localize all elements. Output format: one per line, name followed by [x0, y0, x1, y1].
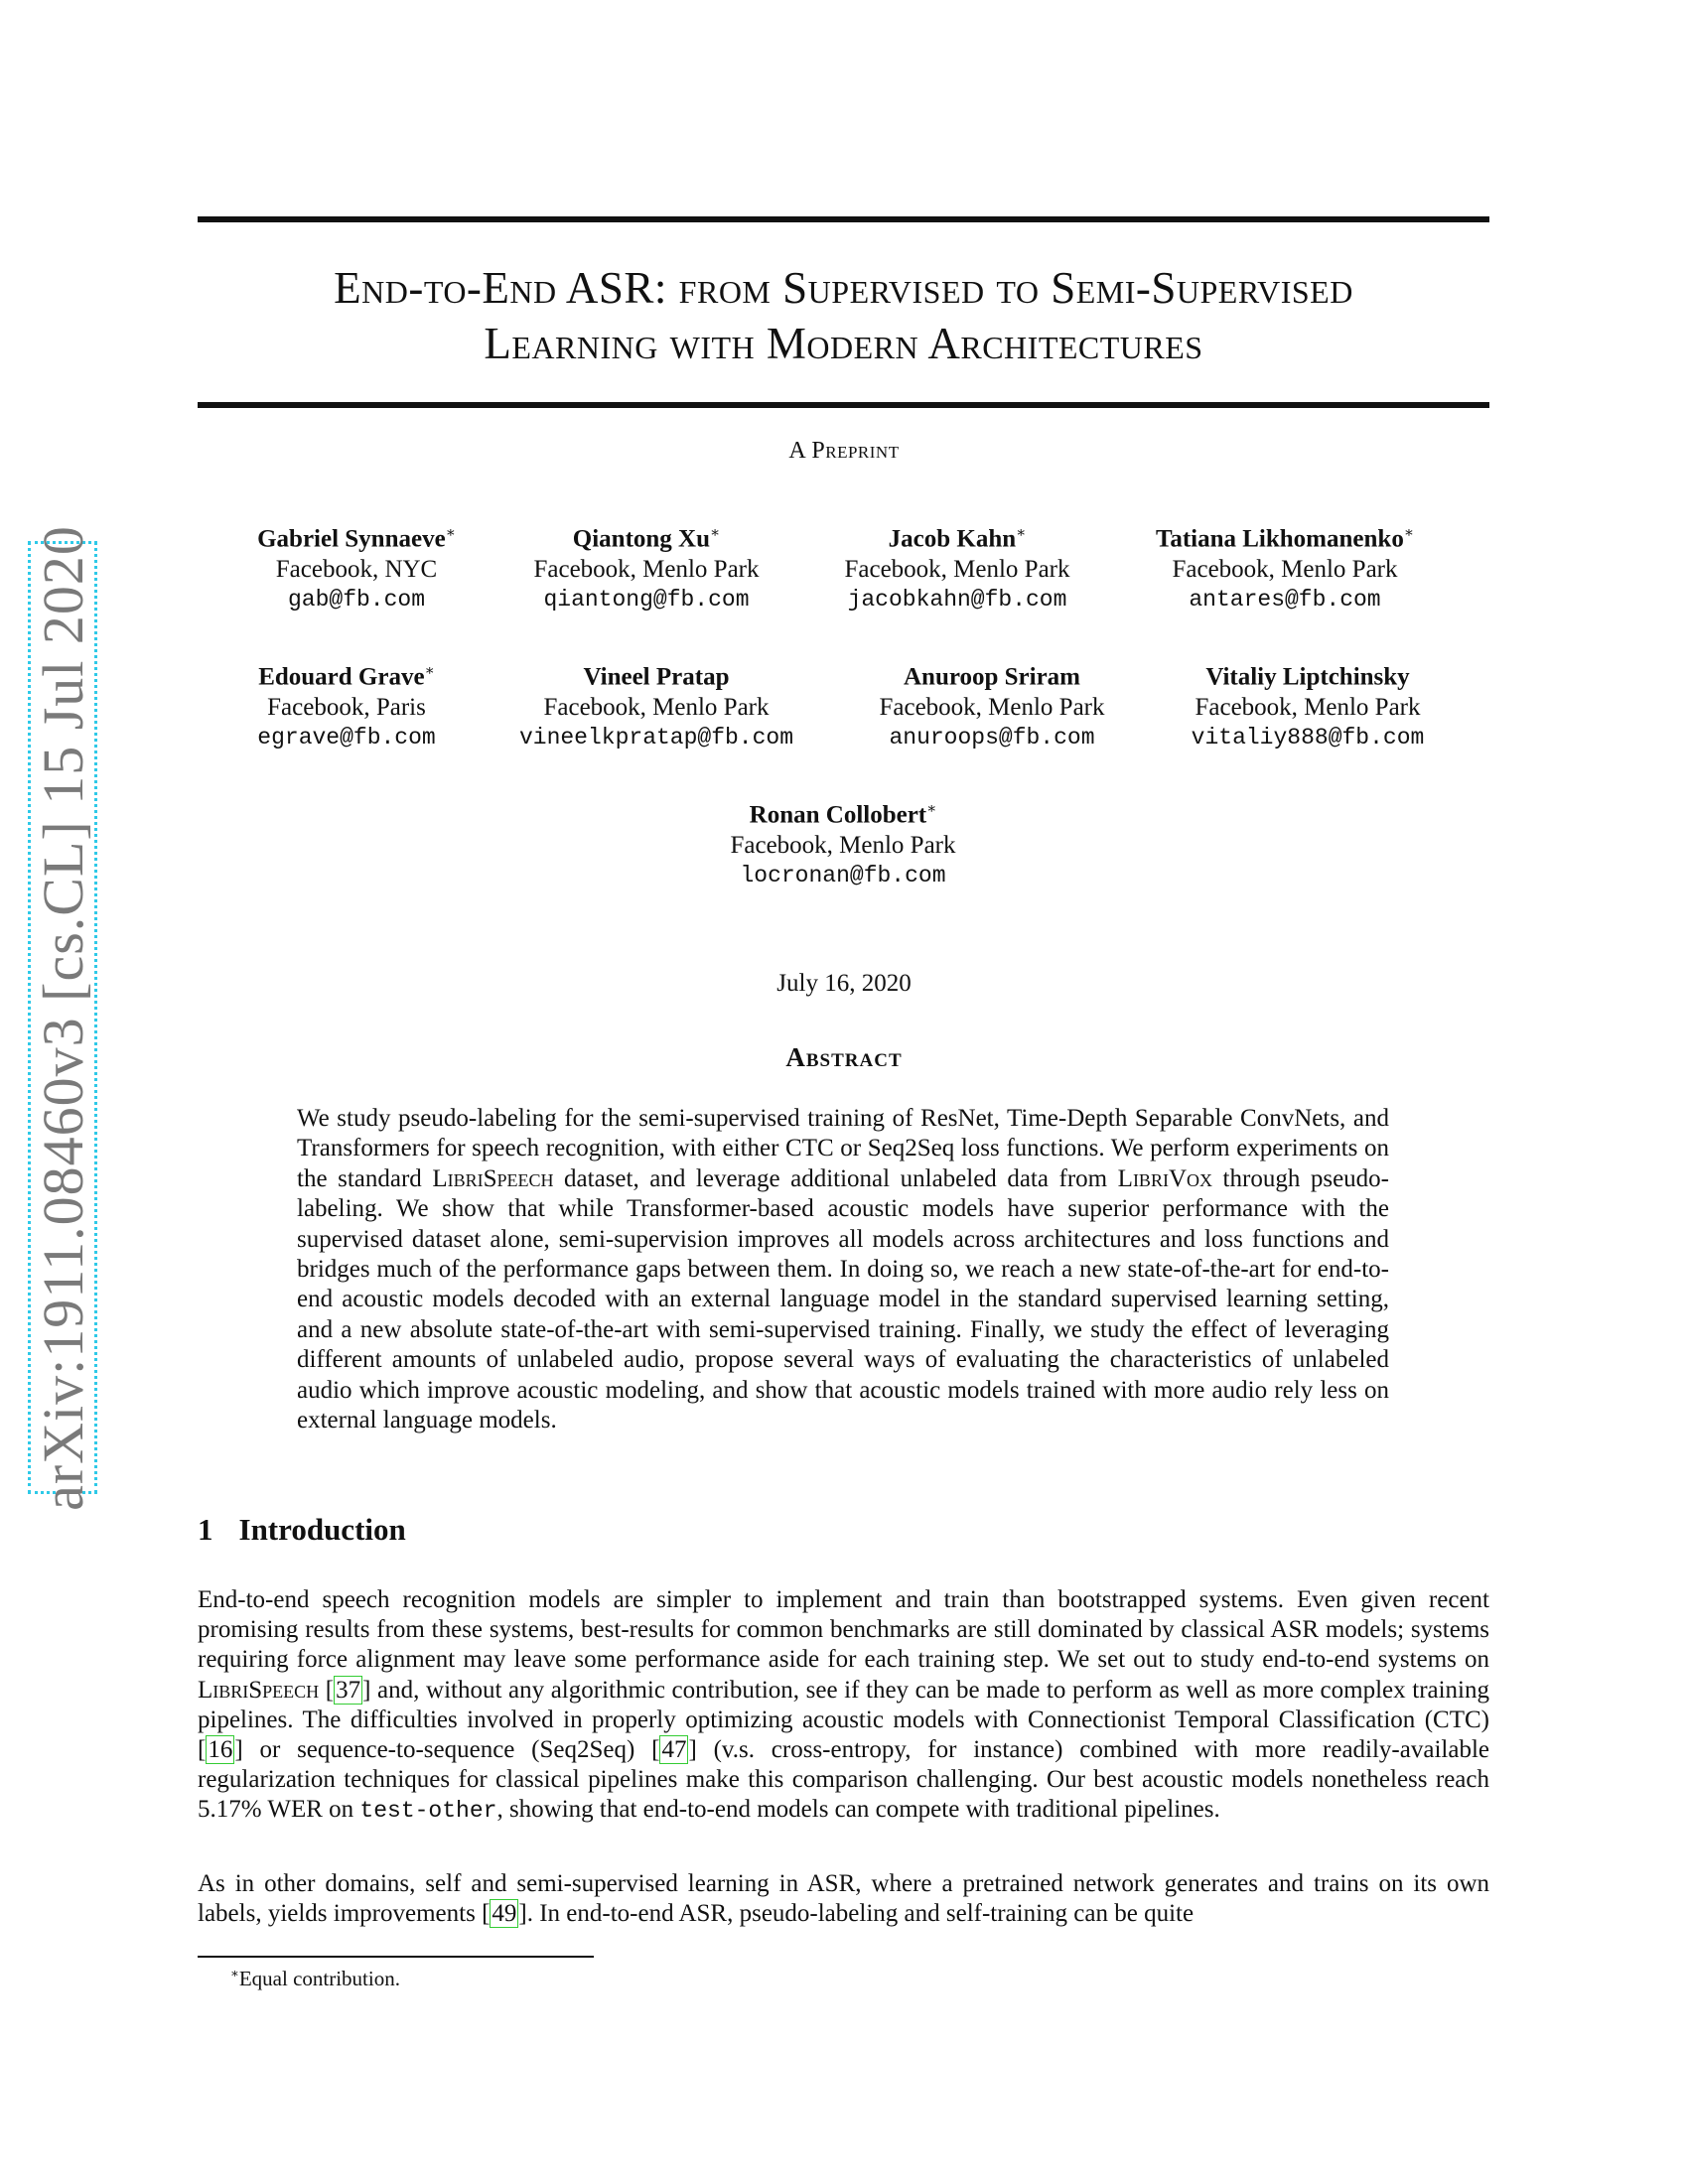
author-affiliation: Facebook, Paris	[267, 694, 426, 722]
author-email[interactable]: locronan@fb.com	[740, 863, 946, 889]
author-block	[497, 656, 815, 753]
author-affiliation: Facebook, Menlo Park	[1195, 694, 1421, 722]
section-title: Introduction	[238, 1512, 406, 1547]
abstract-heading: Abstract	[785, 1042, 903, 1072]
arxiv-stamp-text: arXiv:1911.08460v3 [cs.CL] 15 Jul 2020	[30, 524, 95, 1511]
author-block	[1126, 518, 1444, 615]
author-block	[833, 656, 1151, 753]
author-name: Vineel Pratap	[583, 663, 730, 691]
author-email[interactable]: qiantong@fb.com	[543, 587, 750, 614]
author-email[interactable]: anuroops@fb.com	[889, 725, 1095, 751]
abstract-body: We study pseudo-labeling for the semi-supervised training of ResNet, Time-Depth Separable ConvNets, and Transformers for speech recognition, with either CTC or Seq2Seq loss functions. We perform experiments on the standard LibriSpeech dataset, and leverage additional unlabeled data from LibriVox through pseudo-labeling. We show that while Transformer-based acoustic models have superior performance with the supervised dataset alone, semi-supervision improves all models across architectures and loss functions and bridges much of the performance gaps between them. In doing so, we reach a new state-of-the-art for end-to-end acoustic models decoded with an external language model in the standard supervised learning setting, and a new absolute state-of-the-art with semi-supervised training. Finally, we study the effect of leveraging different amounts of unlabeled audio, propose several ways of evaluating the characteristics of unlabeled audio which improve acoustic modeling, and show that acoustic models trained with more audio rely less on external language models.	[297, 1105, 1390, 1434]
author-affiliation: Facebook, NYC	[275, 556, 438, 584]
title-line-1: End-to-End ASR: from Supervised to Semi-Supervised	[334, 263, 1353, 313]
author-name: Ronan Collobert∗	[749, 801, 937, 829]
intro-paragraph: As in other domains, self and semi-supervised learning in ASR, where a pretrained network generates and trains on its own labels, yields improvements [49]. In end-to-end ASR, pseudo-labeling and self-training can be quite	[198, 1870, 1489, 1928]
author-block	[488, 518, 805, 615]
author-name: Edouard Grave∗	[258, 663, 435, 691]
preprint-label: A Preprint	[788, 438, 900, 464]
arxiv-stamp	[28, 524, 97, 1511]
citation-link[interactable]: 16	[208, 1736, 233, 1764]
citation-link[interactable]: 47	[661, 1736, 687, 1764]
author-email[interactable]: vineelkpratap@fb.com	[518, 725, 794, 751]
author-email[interactable]: jacobkahn@fb.com	[847, 587, 1067, 614]
author-block	[684, 794, 1002, 891]
author-name: Vitaliy Liptchinsky	[1205, 663, 1410, 691]
footnote-rule	[198, 1956, 594, 1958]
author-email[interactable]: egrave@fb.com	[257, 725, 436, 751]
author-email[interactable]: vitaliy888@fb.com	[1191, 725, 1425, 751]
author-name: Gabriel Synnaeve∗	[257, 525, 456, 553]
title-rule-bottom	[198, 402, 1489, 408]
author-email[interactable]: gab@fb.com	[287, 587, 426, 614]
section-number: 1	[198, 1512, 213, 1547]
author-block	[198, 518, 515, 615]
author-block	[798, 518, 1116, 615]
citation-link[interactable]: 37	[336, 1676, 361, 1704]
author-name: Qiantong Xu∗	[572, 525, 721, 553]
author-block	[188, 656, 505, 753]
title-rule-top	[198, 216, 1489, 222]
author-email[interactable]: antares@fb.com	[1189, 587, 1381, 614]
title-line-2: Learning with Modern Architectures	[484, 319, 1203, 368]
section-heading	[198, 1512, 406, 1548]
author-affiliation: Facebook, Menlo Park	[730, 832, 956, 860]
citation-link[interactable]: 49	[492, 1900, 517, 1928]
author-block	[1149, 656, 1467, 753]
paper-title	[198, 260, 1489, 371]
author-affiliation: Facebook, Menlo Park	[543, 694, 770, 722]
author-affiliation: Facebook, Menlo Park	[879, 694, 1105, 722]
author-affiliation: Facebook, Menlo Park	[1172, 556, 1398, 584]
intro-paragraph: End-to-end speech recognition models are simpler to implement and train than bootstrapped systems. Even given recent promising results from these systems, best-results for common benchmarks are still dominated by classical ASR models; systems requiring force alignment may leave some performance aside for each training step. We set out to study end-to-end systems on LibriSpeech [37] and, without any algorithmic contribution, see if they can be made to perform as well as more complex training pipelines. The difficulties involved in properly optimizing acoustic models with Connectionist Temporal Classification (CTC) [16] or sequence-to-sequence (Seq2Seq) [47] (v.s. cross-entropy, for instance) combined with more readily-available regularization techniques for classical pipelines make this comparison challenging. Our best acoustic models nonetheless reach 5.17% WER on test-other, showing that end-to-end models can compete with traditional pipelines.	[198, 1586, 1490, 1825]
footnote: ∗Equal contribution.	[230, 1966, 400, 1990]
author-affiliation: Facebook, Menlo Park	[533, 556, 760, 584]
publication-date: July 16, 2020	[776, 970, 912, 997]
author-name: Tatiana Likhomanenko∗	[1155, 525, 1415, 553]
author-name: Anuroop Sriram	[903, 663, 1081, 691]
author-affiliation: Facebook, Menlo Park	[844, 556, 1070, 584]
author-name: Jacob Kahn∗	[888, 525, 1027, 553]
